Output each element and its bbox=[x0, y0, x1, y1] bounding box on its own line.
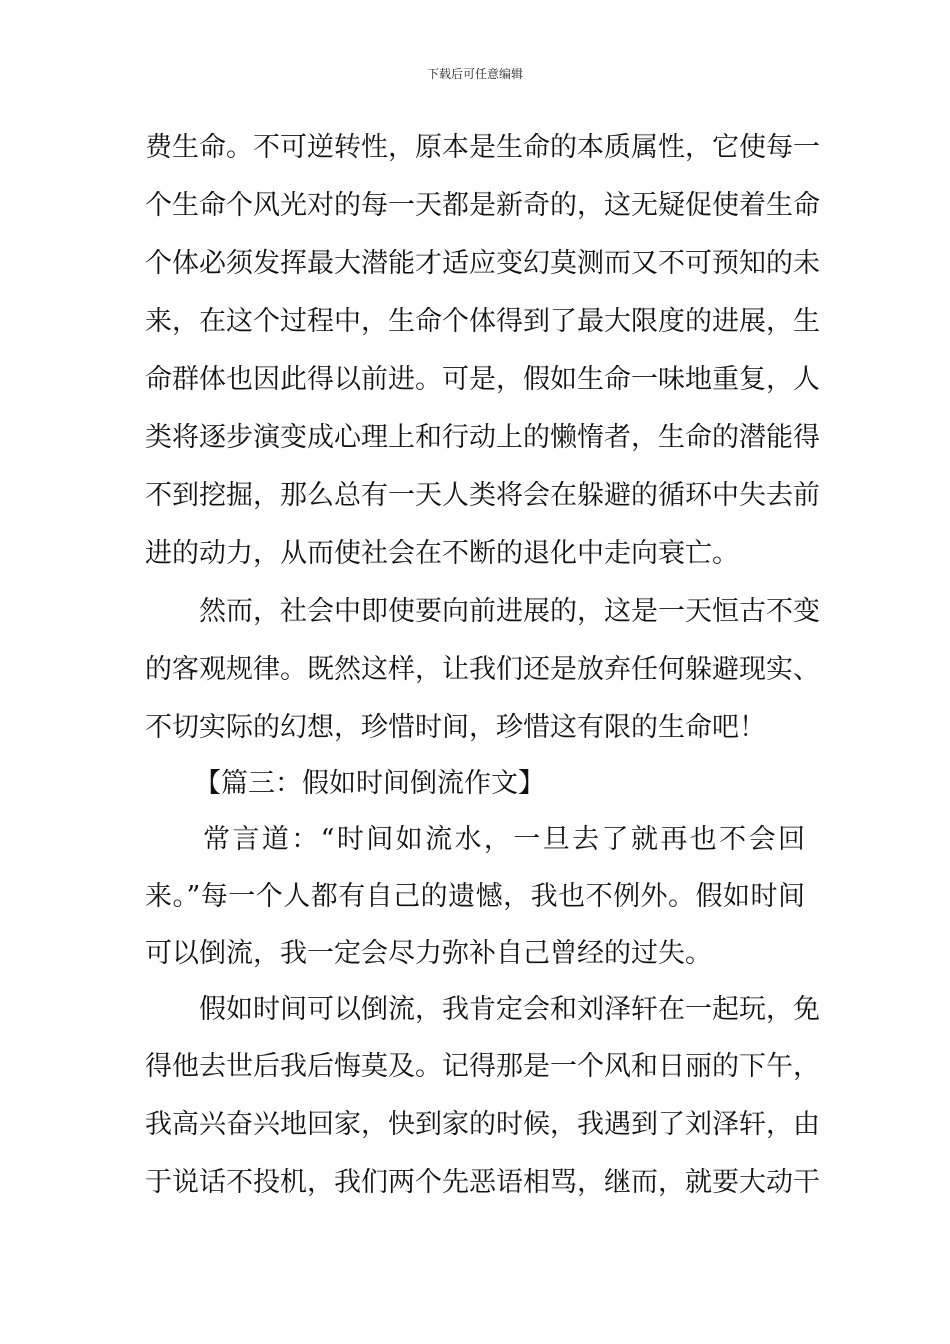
page-header: 下载后可任意编辑 bbox=[426, 67, 523, 81]
text-line: 类将逐步演变成心理上和行动上的懒惰者，生命的潜能得 bbox=[145, 422, 820, 453]
text-line: 于说话不投机，我们两个先恶语相骂，继而，就要大动干 bbox=[145, 1167, 820, 1198]
text-line: 个体必须发挥最大潜能才适应变幻莫测而又不可预知的未 bbox=[145, 248, 820, 279]
text-line: 命群体也因此得以前进。可是，假如生命一味地重复，人 bbox=[145, 364, 820, 395]
text-line: 可以倒流，我一定会尽力弥补自己曾经的过失。 bbox=[145, 938, 712, 969]
text-line: 来。”每一个人都有自己的遗憾，我也不例外。假如时间 bbox=[145, 881, 805, 912]
text-line: 个生命个风光对的每一天都是新奇的，这无疑促使着生命 bbox=[145, 190, 820, 221]
text-line: 我高兴奋兴地回家，快到家的时候，我遇到了刘泽轩，由 bbox=[145, 1109, 820, 1140]
paragraph-first-line: 常言道：“时间如流水，一旦去了就再也不会回 bbox=[203, 824, 805, 855]
paragraph-first-line: 然而，社会中即使要向前进展的，这是一天恒古不变 bbox=[199, 596, 820, 627]
text-line: 得他去世后我后悔莫及。记得那是一个风和日丽的下午， bbox=[145, 1051, 820, 1082]
text-line: 不到挖掘，那么总有一天人类将会在躲避的循环中失去前 bbox=[145, 480, 820, 511]
text-line: 来，在这个过程中，生命个体得到了最大限度的进展，生 bbox=[145, 306, 820, 337]
text-line: 不切实际的幻想，珍惜时间，珍惜这有限的生命吧！ bbox=[145, 712, 766, 743]
text-line: 的客观规律。既然这样，让我们还是放弃任何躲避现实、 bbox=[145, 654, 820, 685]
text-line: 费生命。不可逆转性，原本是生命的本质属性，它使每一 bbox=[145, 132, 820, 163]
paragraph-first-line: 假如时间可以倒流，我肯定会和刘泽轩在一起玩，免 bbox=[199, 994, 820, 1025]
text-line: 进的动力，从而使社会在不断的退化中走向衰亡。 bbox=[145, 538, 739, 569]
section-heading: 【篇三：假如时间倒流作文】 bbox=[194, 768, 545, 799]
